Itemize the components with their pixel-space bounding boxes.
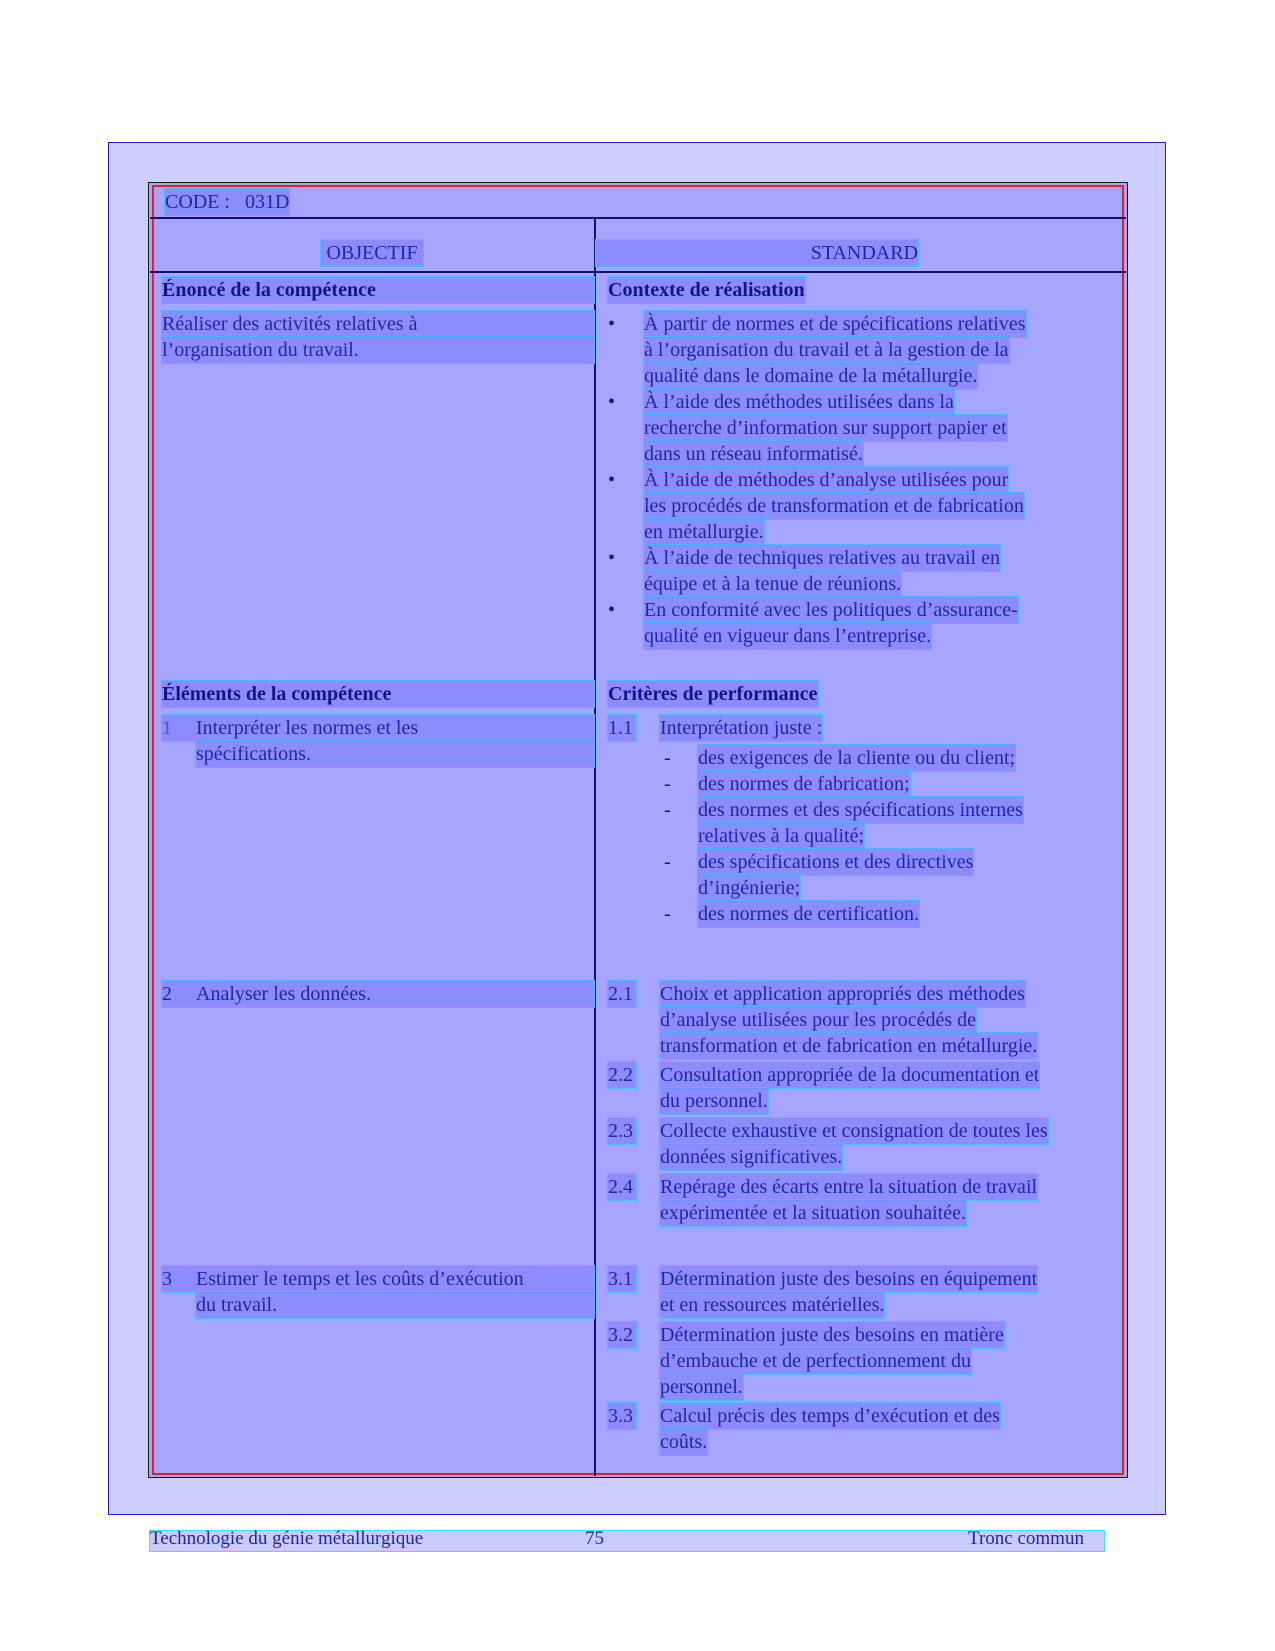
code-row-divider bbox=[150, 217, 1126, 219]
critere-2-1-number: 2.1 bbox=[608, 981, 636, 1007]
element-2-number: 2 bbox=[162, 983, 172, 1005]
contexte-bullet-4: • bbox=[608, 547, 616, 569]
critere-3-2-line-3: personnel. bbox=[660, 1376, 743, 1398]
critere-2-4-line-1: Repérage des écarts entre la situation de travail bbox=[660, 1176, 1038, 1198]
enonce-title: Énoncé de la compétence bbox=[162, 277, 594, 303]
contexte-item-2-line-3: dans un réseau informatisé. bbox=[644, 443, 863, 465]
critere-3-1-number: 3.1 bbox=[608, 1266, 636, 1292]
element-3-line-2: du travail. bbox=[196, 1292, 594, 1318]
critere-3-1-line-2: et en ressources matérielles. bbox=[660, 1294, 885, 1316]
critere-2-2-line-2: du personnel. bbox=[660, 1090, 768, 1112]
contexte-item-4-line-2: équipe et à la tenue de réunions. bbox=[644, 573, 902, 595]
contexte-item-1-line-1: À partir de normes et de spécifications relatives bbox=[644, 313, 1026, 335]
header-row-divider bbox=[150, 271, 1126, 273]
critere-2-3-line-1: Collecte exhaustive et consignation de toutes les bbox=[660, 1120, 1048, 1142]
criteres-title: Critères de performance bbox=[608, 683, 818, 705]
critere-3-2-line-2: d’embauche et de perfectionnement du bbox=[660, 1350, 971, 1372]
element-1-line-2: spécifications. bbox=[196, 741, 594, 767]
critere-3-3-number: 3.3 bbox=[608, 1403, 636, 1429]
critere-1-1-number: 1.1 bbox=[608, 715, 636, 741]
element-3-line-1: Estimer le temps et les coûts d’exécution bbox=[196, 1268, 524, 1290]
critere-1-1-dash-2: - bbox=[664, 773, 671, 795]
standard-header: STANDARD bbox=[596, 240, 918, 266]
contexte-item-3-line-2: les procédés de transformation et de fabrication bbox=[644, 495, 1024, 517]
contexte-item-1-line-2: à l’organisation du travail et à la gestion de la bbox=[644, 339, 1009, 361]
critere-2-4-number: 2.4 bbox=[608, 1174, 636, 1200]
critere-1-1-sub-3-line-1: des normes et des spécifications internes bbox=[698, 799, 1023, 821]
critere-1-1-text: Interprétation juste : bbox=[660, 717, 823, 739]
critere-2-1-line-2: d’analyse utilisées pour les procédés de bbox=[660, 1009, 977, 1031]
contexte-item-1-line-3: qualité dans le domaine de la métallurgie. bbox=[644, 365, 978, 387]
critere-1-1-sub-1: des exigences de la cliente ou du client; bbox=[698, 747, 1016, 769]
critere-2-3-line-2: données significatives. bbox=[660, 1146, 843, 1168]
critere-1-1-dash-4: - bbox=[664, 851, 671, 873]
code-label: CODE : 031D bbox=[165, 191, 290, 213]
element-1-line-1: Interpréter les normes et les bbox=[196, 717, 419, 739]
element-3-number: 3 bbox=[162, 1268, 172, 1290]
contexte-item-3-line-3: en métallurgie. bbox=[644, 521, 764, 543]
column-divider bbox=[594, 219, 596, 1476]
critere-1-1-sub-3-line-2: relatives à la qualité; bbox=[698, 825, 865, 847]
footer-page-number: 75 bbox=[585, 1528, 604, 1549]
contexte-item-2-line-2: recherche d’information sur support papier et bbox=[644, 417, 1007, 439]
critere-3-1-line-1: Détermination juste des besoins en équipement bbox=[660, 1268, 1038, 1290]
critere-2-1-line-1: Choix et application appropriés des méthodes bbox=[660, 983, 1025, 1005]
critere-1-1-dash-3: - bbox=[664, 799, 671, 821]
critere-2-2-number: 2.2 bbox=[608, 1062, 636, 1088]
contexte-bullet-3: • bbox=[608, 469, 616, 491]
enonce-line-1: Réaliser des activités relatives à bbox=[162, 311, 594, 337]
critere-1-1-sub-4-line-1: des spécifications et des directives bbox=[698, 851, 974, 873]
critere-3-2-line-1: Détermination juste des besoins en matière bbox=[660, 1324, 1004, 1346]
critere-2-1-line-3: transformation et de fabrication en métallurgie. bbox=[660, 1035, 1038, 1057]
critere-3-3-line-1: Calcul précis des temps d’exécution et des bbox=[660, 1405, 1000, 1427]
code-value: 031D bbox=[245, 191, 290, 213]
element-2-line-1: Analyser les données. bbox=[196, 983, 371, 1005]
contexte-item-5-line-1: En conformité avec les politiques d’assurance- bbox=[644, 599, 1018, 621]
contexte-item-5-line-2: qualité en vigueur dans l’entreprise. bbox=[644, 625, 932, 647]
contexte-bullet-2: • bbox=[608, 391, 616, 413]
footer-section: Tronc commun bbox=[968, 1528, 1084, 1549]
critere-2-3-number: 2.3 bbox=[608, 1118, 636, 1144]
critere-1-1-dash-5: - bbox=[664, 903, 671, 925]
critere-1-1-sub-2: des normes de fabrication; bbox=[698, 773, 910, 795]
objectif-header: OBJECTIF bbox=[321, 240, 423, 266]
critere-3-3-line-2: coûts. bbox=[660, 1431, 708, 1453]
contexte-bullet-5: • bbox=[608, 599, 616, 621]
footer-title: Technologie du génie métallurgique bbox=[150, 1528, 424, 1549]
enonce-line-2: l’organisation du travail. bbox=[162, 337, 594, 363]
contexte-bullet-1: • bbox=[608, 313, 616, 335]
contexte-item-3-line-1: À l’aide de méthodes d’analyse utilisées pour bbox=[644, 469, 1009, 491]
critere-2-4-line-2: expérimentée et la situation souhaitée. bbox=[660, 1202, 966, 1224]
elements-title: Éléments de la compétence bbox=[162, 681, 594, 707]
critere-1-1-sub-4-line-2: d’ingénierie; bbox=[698, 877, 801, 899]
critere-3-2-number: 3.2 bbox=[608, 1322, 636, 1348]
contexte-title: Contexte de réalisation bbox=[608, 279, 805, 301]
critere-1-1-dash-1: - bbox=[664, 747, 671, 769]
contexte-item-4-line-1: À l’aide de techniques relatives au travail en bbox=[644, 547, 1000, 569]
critere-2-2-line-1: Consultation appropriée de la documentation et bbox=[660, 1064, 1040, 1086]
critere-1-1-sub-5: des normes de certification. bbox=[698, 903, 920, 925]
contexte-item-2-line-1: À l’aide des méthodes utilisées dans la bbox=[644, 391, 954, 413]
